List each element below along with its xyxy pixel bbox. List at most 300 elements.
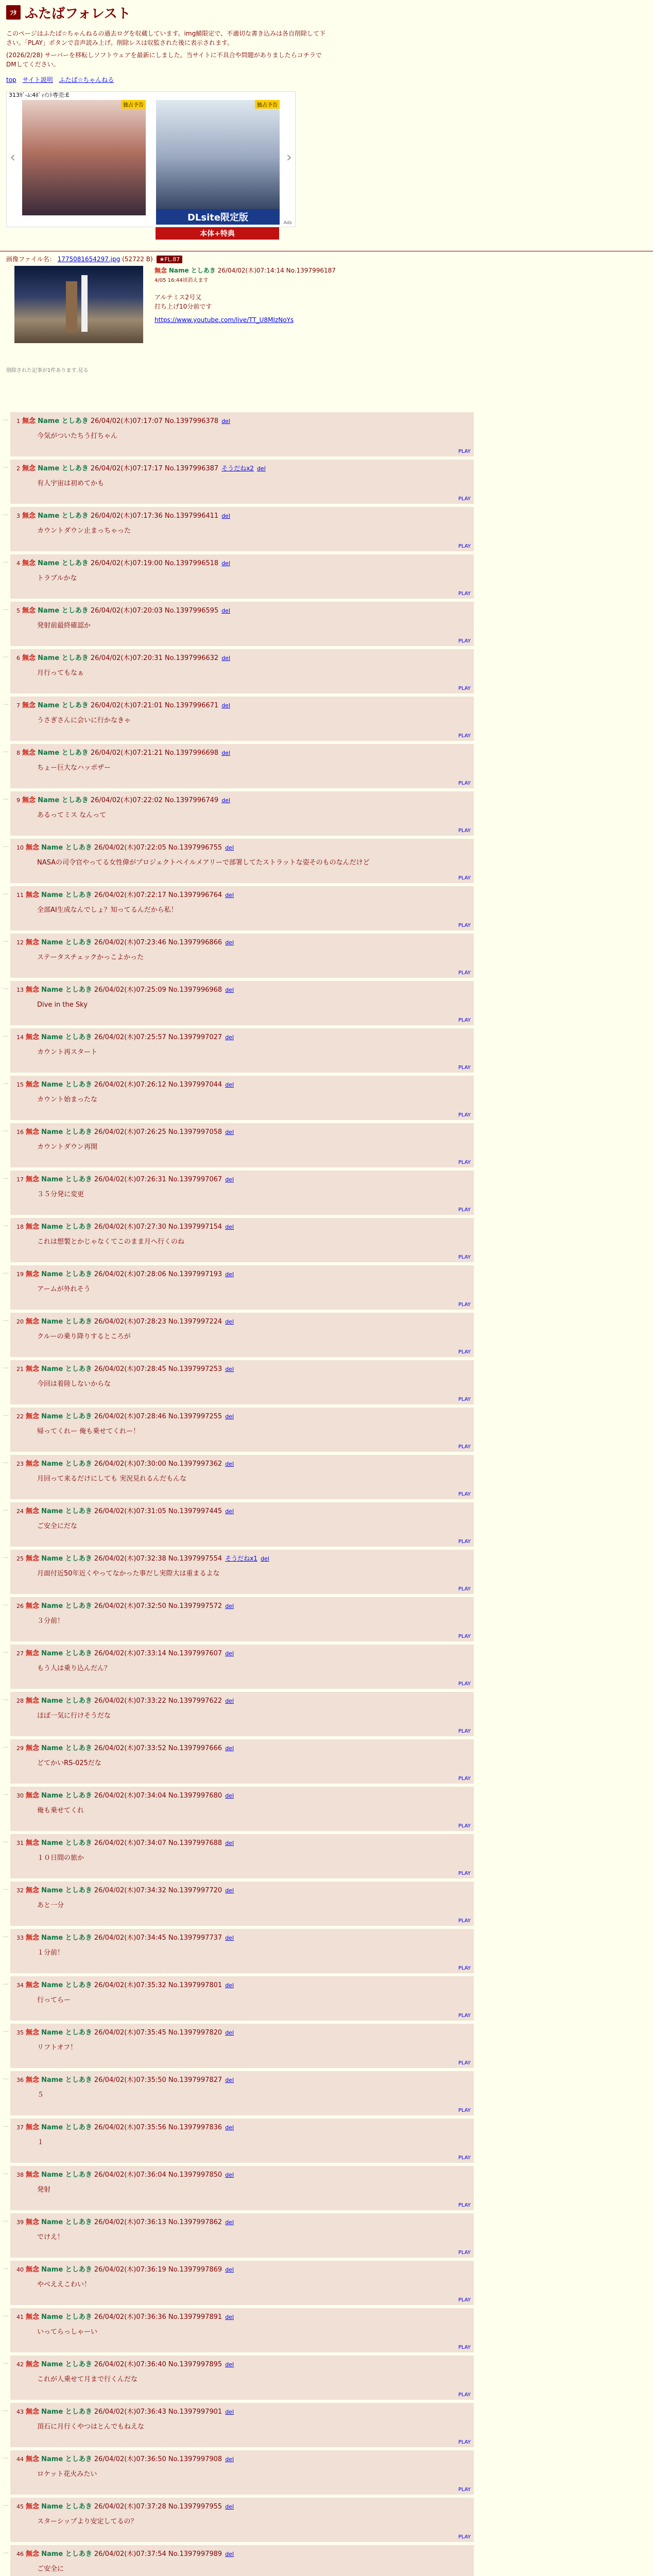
delete-link[interactable]: del (225, 1461, 234, 1467)
delete-link[interactable]: del (225, 2361, 234, 2368)
reply-subject: 無念 (26, 1318, 40, 1326)
reply-body: ５ (37, 2091, 44, 2099)
reply-post (10, 744, 474, 788)
reply-body: 頂石に月行くやつはとんでもねえな (37, 2423, 145, 2431)
reply-datetime: 26/04/02(木)07:20:03 No.1397996595 (90, 607, 219, 615)
reply-datetime: 26/04/02(木)07:36:04 No.1397997850 (94, 2171, 222, 2179)
delete-link[interactable]: del (225, 1318, 234, 1325)
ad-prev-arrow-icon[interactable]: ‹ (10, 148, 16, 165)
delete-link[interactable]: del (225, 1887, 234, 1894)
reply-text (37, 1332, 131, 1342)
reply-body: １ (37, 2139, 44, 2146)
reply-header (16, 557, 230, 567)
delete-link[interactable]: del (260, 1555, 269, 1562)
reply-post (10, 2213, 474, 2258)
reply-datetime: 26/04/02(木)07:36:36 No.1397997891 (94, 2313, 222, 2321)
reply-header (16, 1363, 234, 1373)
reply-post (10, 1313, 474, 1357)
reply-text (37, 764, 111, 773)
reply-datetime: 26/04/02(木)07:34:32 No.1397997720 (94, 1887, 222, 1894)
delete-link[interactable]: del (225, 2172, 234, 2178)
reply-datetime: 26/04/02(木)07:21:01 No.1397996671 (90, 702, 219, 709)
reply-name: Name としあき (38, 465, 89, 472)
reply-subject: 無念 (26, 2171, 40, 2179)
delete-link[interactable]: del (225, 1698, 234, 1704)
play-button[interactable]: PLAY (458, 1255, 471, 1260)
play-button[interactable]: PLAY (458, 1065, 471, 1071)
reply-text (37, 527, 131, 536)
delete-link[interactable]: del (225, 1792, 234, 1799)
reply-arrow-icon: … (3, 1126, 9, 1133)
delete-link[interactable]: del (225, 2266, 234, 2273)
reply-header (16, 2501, 234, 2511)
reply-number: 37 (16, 2124, 24, 2131)
reply-subject: 無念 (26, 2361, 40, 2368)
ad-caption-row (6, 227, 295, 240)
nav-futaba-link[interactable]: ふたば☆ちゃんねる (59, 76, 114, 83)
reply-subject: 無念 (26, 1270, 40, 1278)
reply-name: Name としあき (41, 2455, 92, 2463)
reply-body: あるってミス なんって (37, 811, 107, 819)
reply-header (16, 2264, 234, 2274)
reply-name: Name としあき (41, 2313, 92, 2321)
reply-name: Name としあき (41, 1033, 92, 1041)
reply-subject: 無念 (26, 1413, 40, 1420)
play-button[interactable]: PLAY (458, 2013, 471, 2019)
op-body-line-1: アルテミス2号又 (154, 294, 202, 301)
reply-header (16, 2027, 234, 2037)
play-button[interactable]: PLAY (458, 1728, 471, 1734)
play-button[interactable]: PLAY (458, 2155, 471, 2161)
reply-body: ロケット花火みたい (37, 2470, 97, 2478)
op-post (0, 251, 653, 376)
reply-name: Name としあき (41, 1602, 92, 1610)
reply-arrow-icon: … (3, 2169, 9, 2176)
reply-header (16, 2406, 234, 2416)
reply-arrow-icon: … (3, 1316, 9, 1323)
delete-link[interactable]: del (225, 2503, 234, 2510)
reply-body: 全部AI生成なんでしょ？知ってるんだから私！ (37, 906, 178, 914)
reply-post (10, 2403, 474, 2447)
delete-link[interactable]: del (225, 1982, 234, 1989)
op-body-line-2: 打ち上げ10分前です (154, 303, 212, 310)
play-button[interactable]: PLAY (458, 1112, 471, 1118)
reply-name: Name としあき (41, 2124, 92, 2131)
reply-subject: 無念 (26, 1792, 40, 1800)
delete-link[interactable]: del (225, 1650, 234, 1657)
delete-link[interactable]: del (225, 1745, 234, 1752)
reply-header (16, 1411, 234, 1420)
delete-link[interactable]: del (225, 1508, 234, 1515)
play-button[interactable]: PLAY (458, 875, 471, 881)
ad-image-left[interactable] (22, 100, 146, 215)
reply-datetime: 26/04/02(木)07:32:38 No.1397997554 (94, 1555, 222, 1563)
reply-header (16, 794, 230, 804)
reply-post (10, 2498, 474, 2542)
reply-text (37, 1190, 84, 1199)
reply-post (10, 839, 474, 883)
play-button[interactable]: PLAY (458, 1681, 471, 1687)
reply-body: トラブルかな (37, 574, 77, 582)
reply-number: 9 (16, 797, 20, 804)
reply-datetime: 26/04/02(木)07:36:13 No.1397997862 (94, 2218, 222, 2226)
reply-header (16, 1458, 234, 1468)
play-button[interactable]: PLAY (458, 1492, 471, 1497)
reply-name: Name としあき (38, 796, 89, 804)
play-button[interactable]: PLAY (458, 2108, 471, 2113)
reply-body: もう人は乗り込んだん？ (37, 1665, 111, 1672)
reply-name: Name としあき (41, 2171, 92, 2179)
play-button[interactable]: PLAY (458, 1965, 471, 1971)
deleted-posts-note[interactable]: 削除された記事が1件あります.見る (6, 368, 89, 374)
reply-header (16, 510, 230, 520)
reply-post (10, 1692, 474, 1736)
play-button[interactable]: PLAY (458, 1918, 471, 1924)
reply-post (10, 554, 474, 599)
reply-datetime: 26/04/02(木)07:20:31 No.1397996632 (90, 654, 219, 662)
reply-arrow-icon: … (3, 2264, 9, 2270)
delete-link[interactable]: del (225, 1129, 234, 1136)
delete-link[interactable]: del (225, 2409, 234, 2415)
reply-subject: 無念 (22, 607, 36, 615)
delete-link[interactable]: del (225, 1176, 234, 1183)
delete-link[interactable]: del (225, 1413, 234, 1420)
reply-post (10, 886, 474, 930)
delete-link[interactable]: del (225, 1081, 234, 1088)
reply-arrow-icon: … (3, 2548, 9, 2555)
reply-text (37, 2091, 44, 2100)
reply-number: 24 (16, 1508, 24, 1515)
reply-text (37, 1427, 140, 1436)
reply-post (10, 1218, 474, 1262)
play-button[interactable]: PLAY (458, 1823, 471, 1829)
play-button[interactable]: PLAY (458, 449, 471, 454)
reply-text (37, 1475, 186, 1484)
reply-post (10, 1976, 474, 2021)
play-button[interactable]: PLAY (458, 1207, 471, 1213)
reply-text (37, 1143, 97, 1152)
reply-arrow-icon: … (3, 605, 9, 612)
sodane-button[interactable]: そうだねx1 (225, 1555, 257, 1562)
reply-arrow-icon: … (3, 652, 9, 659)
delete-link[interactable]: del (221, 655, 230, 662)
reply-text (37, 1285, 91, 1294)
play-button[interactable]: PLAY (458, 781, 471, 786)
play-button[interactable]: PLAY (458, 1444, 471, 1450)
reply-name: Name としあき (41, 2266, 92, 2274)
reply-post (10, 2119, 474, 2163)
reply-body: 発射 (37, 2186, 51, 2194)
reply-number: 16 (16, 1129, 24, 1136)
reply-number: 39 (16, 2219, 24, 2226)
ad-footnote: Ads (283, 221, 292, 226)
play-button[interactable]: PLAY (458, 496, 471, 502)
reply-header (16, 984, 234, 994)
play-button[interactable]: PLAY (458, 544, 471, 549)
reply-post (10, 2071, 474, 2115)
delete-link[interactable]: del (225, 939, 234, 946)
reply-body: ３５分発に変更 (37, 1191, 84, 1198)
reply-name: Name としあき (41, 891, 92, 899)
nav-about-link[interactable]: サイト説明 (22, 76, 53, 83)
delete-link[interactable]: del (225, 987, 234, 993)
delete-link[interactable]: del (225, 1603, 234, 1609)
reply-arrow-icon: … (3, 557, 9, 564)
reply-number: 19 (16, 1271, 24, 1278)
reply-datetime: 26/04/02(木)07:36:40 No.1397997895 (94, 2361, 222, 2368)
reply-datetime: 26/04/02(木)07:32:50 No.1397997572 (94, 1602, 222, 1610)
reply-text (37, 1048, 97, 1057)
reply-text (37, 811, 106, 820)
reply-header (16, 2359, 234, 2368)
reply-text (37, 1238, 184, 1247)
ad-next-arrow-icon[interactable]: › (286, 148, 292, 165)
reply-header (16, 2169, 234, 2179)
reply-number: 18 (16, 1224, 24, 1230)
reply-body: クルーの乗り降りするところが (37, 1333, 131, 1341)
reply-text (37, 621, 91, 631)
reply-datetime: 26/04/02(木)07:36:19 No.1397997869 (94, 2266, 222, 2274)
reply-number: 43 (16, 2409, 24, 2415)
op-youtube-link[interactable]: https://www.youtube.com/live/TT_U8MIzNoYs (154, 316, 294, 324)
delete-link[interactable]: del (225, 2124, 234, 2131)
reply-subject: 無念 (22, 560, 36, 567)
reply-name: Name としあき (38, 512, 89, 520)
delete-link[interactable]: del (225, 2219, 234, 2226)
delete-link[interactable]: del (225, 892, 234, 899)
reply-post (10, 1123, 474, 1167)
reply-name: Name としあき (41, 1176, 92, 1183)
reply-arrow-icon: … (3, 1695, 9, 1702)
op-thumbnail[interactable] (14, 266, 143, 343)
op-file-link[interactable]: 1775081654297.jpg (57, 256, 121, 263)
reply-text (37, 1001, 88, 1010)
reply-number: 17 (16, 1176, 24, 1183)
reply-header (16, 1837, 234, 1847)
reply-number: 23 (16, 1461, 24, 1467)
delete-link[interactable]: del (225, 2077, 234, 2083)
play-button[interactable]: PLAY (458, 828, 471, 834)
reply-text (37, 2470, 97, 2479)
reply-header (16, 605, 230, 615)
reply-header (16, 2122, 234, 2131)
reply-subject: 無念 (26, 2408, 40, 2416)
sodane-button[interactable]: そうだねx2 (221, 465, 254, 472)
reply-header (16, 1174, 234, 1183)
reply-body: うさぎさんに会いに行かなきゃ (37, 717, 131, 724)
ad-banner[interactable] (6, 91, 296, 227)
reply-datetime: 26/04/02(木)07:28:06 No.1397997193 (94, 1270, 222, 1278)
delete-link[interactable]: del (221, 607, 230, 614)
title-row (6, 3, 647, 22)
reply-name: Name としあき (41, 2550, 92, 2558)
reply-text (37, 2375, 138, 2384)
reply-subject: 無念 (22, 796, 36, 804)
reply-arrow-icon: … (3, 1885, 9, 1891)
play-button[interactable]: PLAY (458, 1397, 471, 1402)
play-button[interactable]: PLAY (458, 923, 471, 928)
reply-datetime: 26/04/02(木)07:17:07 No.1397996378 (90, 417, 219, 425)
delete-link[interactable]: del (225, 1366, 234, 1372)
reply-name: Name としあき (41, 1128, 92, 1136)
delete-link[interactable]: del (221, 797, 230, 804)
reply-arrow-icon: … (3, 794, 9, 801)
reply-post (10, 1455, 474, 1499)
delete-link[interactable]: del (225, 1034, 234, 1041)
play-button[interactable]: PLAY (458, 2439, 471, 2445)
play-button[interactable]: PLAY (458, 1349, 471, 1355)
reply-header (16, 747, 230, 757)
reply-name: Name としあき (41, 1413, 92, 1420)
play-button[interactable]: PLAY (458, 970, 471, 976)
site-title[interactable]: ふたばフォレスト (25, 6, 131, 22)
delete-link[interactable]: del (225, 1840, 234, 1846)
play-button[interactable]: PLAY (458, 1018, 471, 1023)
reply-name: Name としあき (41, 1081, 92, 1089)
reply-header (16, 1600, 234, 1610)
reply-datetime: 26/04/02(木)07:31:05 No.1397997445 (94, 1507, 222, 1515)
delete-link[interactable]: del (221, 418, 230, 425)
reply-arrow-icon: … (3, 2074, 9, 2081)
reply-header (16, 652, 230, 662)
reply-post (10, 460, 474, 504)
reply-name: Name としあき (41, 844, 92, 852)
reply-subject: 無念 (26, 2266, 40, 2274)
play-button[interactable]: PLAY (458, 686, 471, 691)
reply-arrow-icon: … (3, 700, 9, 706)
reply-number: 7 (16, 702, 20, 709)
reply-body: １分前！ (37, 1949, 64, 1957)
reply-post (10, 507, 474, 551)
reply-subject: 無念 (22, 465, 36, 472)
reply-subject: 無念 (22, 417, 36, 425)
reply-datetime: 26/04/02(木)07:25:09 No.1397996968 (94, 986, 222, 994)
op-datetime: 26/04/02(木)07:14:14 No.1397996187 (217, 267, 336, 274)
play-button[interactable]: PLAY (458, 1586, 471, 1592)
reply-arrow-icon: … (3, 1458, 9, 1465)
delete-link[interactable]: del (225, 2029, 234, 2036)
reply-arrow-icon: … (3, 2406, 9, 2413)
delete-link[interactable]: del (225, 1935, 234, 1941)
op-body (154, 293, 294, 325)
reply-header (16, 2548, 234, 2558)
play-button[interactable]: PLAY (458, 1160, 471, 1165)
reply-datetime: 26/04/02(木)07:26:12 No.1397997044 (94, 1081, 222, 1089)
delete-link[interactable]: del (221, 702, 230, 709)
reply-number: 22 (16, 1413, 24, 1420)
delete-link[interactable]: del (225, 844, 234, 851)
reply-body: 発射前最終確認か (37, 622, 91, 630)
reply-body: ３分前！ (37, 1617, 64, 1625)
play-button[interactable]: PLAY (458, 2487, 471, 2493)
play-button[interactable]: PLAY (458, 2345, 471, 2350)
op-badge[interactable]: ★FL.87 (157, 256, 182, 263)
play-button[interactable]: PLAY (458, 2297, 471, 2303)
play-button[interactable]: PLAY (458, 1302, 471, 1308)
reply-datetime: 26/04/02(木)07:17:36 No.1397996411 (90, 512, 219, 520)
play-button[interactable]: PLAY (458, 2392, 471, 2398)
reply-text (37, 1569, 220, 1579)
play-button[interactable]: PLAY (458, 2534, 471, 2540)
reply-number: 36 (16, 2077, 24, 2083)
delete-link[interactable]: del (225, 1271, 234, 1278)
play-button[interactable]: PLAY (458, 733, 471, 739)
nav-top-link[interactable]: top (6, 76, 16, 83)
reply-number: 42 (16, 2361, 24, 2368)
delete-link[interactable]: del (221, 560, 230, 567)
reply-subject: 無念 (26, 2124, 40, 2131)
reply-header (16, 1505, 234, 1515)
reply-arrow-icon: … (3, 1648, 9, 1654)
reply-number: 38 (16, 2172, 24, 2178)
delete-link[interactable]: del (225, 1224, 234, 1230)
site-notice (6, 29, 325, 69)
play-button[interactable]: PLAY (458, 2060, 471, 2066)
play-button[interactable]: PLAY (458, 2250, 471, 2256)
reply-text (37, 716, 131, 725)
reply-text (37, 1380, 111, 1389)
play-button[interactable]: PLAY (458, 1539, 471, 1545)
reply-datetime: 26/04/02(木)07:35:45 No.1397997820 (94, 2029, 222, 2037)
play-button[interactable]: PLAY (458, 1776, 471, 1782)
reply-arrow-icon: … (3, 1411, 9, 1417)
reply-header (16, 1979, 234, 1989)
ad-caption-secondary: 本体+特典 (156, 227, 279, 240)
site-logo[interactable]: ﾌﾀ (6, 5, 21, 20)
reply-body: 月回って来るだけにしても 実況見れるんだもんな (37, 1475, 187, 1483)
reply-subject: 無念 (26, 2503, 40, 2511)
reply-datetime: 26/04/02(木)07:36:43 No.1397997901 (94, 2408, 222, 2416)
delete-link[interactable]: del (256, 465, 266, 472)
play-button[interactable]: PLAY (458, 638, 471, 644)
reply-text (37, 2233, 64, 2242)
reply-name: Name としあき (41, 1744, 92, 1752)
reply-datetime: 26/04/02(木)07:22:05 No.1397996755 (94, 844, 222, 852)
reply-subject: 無念 (26, 1128, 40, 1136)
reply-name: Name としあき (41, 2361, 92, 2368)
play-button[interactable]: PLAY (458, 1634, 471, 1639)
reply-text (37, 1095, 97, 1105)
reply-post (10, 1834, 474, 1878)
delete-link[interactable]: del (225, 2551, 234, 2557)
reply-datetime: 26/04/02(木)07:37:54 No.1397997989 (94, 2550, 222, 2558)
reply-post (10, 1645, 474, 1689)
delete-link[interactable]: del (221, 750, 230, 756)
ad-image-right[interactable] (156, 100, 280, 215)
delete-link[interactable]: del (225, 2314, 234, 2320)
reply-number: 5 (16, 607, 20, 614)
play-button[interactable]: PLAY (458, 1871, 471, 1876)
play-button[interactable]: PLAY (458, 591, 471, 597)
reply-subject: 無念 (26, 1555, 40, 1563)
reply-body: やべええこわい！ (37, 2281, 91, 2289)
reply-number: 3 (16, 513, 20, 519)
reply-post (10, 2355, 474, 2400)
delete-link[interactable]: del (221, 513, 230, 519)
reply-header (16, 1695, 234, 1705)
play-button[interactable]: PLAY (458, 2202, 471, 2208)
reply-datetime: 26/04/02(木)07:19:00 No.1397996518 (90, 560, 219, 567)
reply-text (37, 906, 178, 915)
reply-subject: 無念 (26, 2550, 40, 2558)
reply-body: 今回は着陸しないからな (37, 1380, 111, 1388)
reply-text (37, 479, 104, 488)
reply-arrow-icon: … (3, 1221, 9, 1228)
delete-link[interactable]: del (225, 2456, 234, 2463)
reply-subject: 無念 (26, 2218, 40, 2226)
reply-subject: 無念 (26, 2313, 40, 2321)
reply-header (16, 700, 230, 709)
